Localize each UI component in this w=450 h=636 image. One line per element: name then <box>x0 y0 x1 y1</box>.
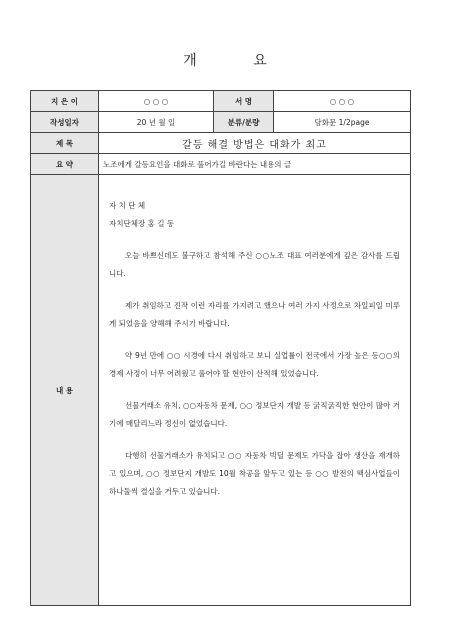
paragraph: 선물거래소 유치, ○○자동차 문제, ○○ 정보단지 개발 등 굵직굵직한 현안이 많아 거기에 매달리느라 정신이 없었습니다. <box>109 401 400 428</box>
row-summary <box>31 154 411 175</box>
row-author <box>31 91 411 112</box>
summary-form-table <box>30 90 411 606</box>
content-label: 내 용 <box>31 175 99 606</box>
name-label: 서 명 <box>214 91 274 112</box>
subject-value: 갈등 해결 방법은 대화가 최고 <box>99 133 411 154</box>
date-value: 20 년 월 일 <box>99 112 214 133</box>
greeting-line-1: 자 치 단 체 <box>109 201 146 210</box>
paragraph: 제가 취임하고 진작 이런 자리를 가지려고 했으나 여러 가지 사정으로 차일피일 미루게 되었음을 양해해 주시기 바랍니다. <box>109 301 400 328</box>
document-title: 개 요 <box>183 53 293 69</box>
paragraph: 약 9년 만에 ○○ 시경에 다시 취임하고 보니 실업률이 전국에서 가장 높은 등○○의 경제 사정이 너무 어려웠고 풀어야 할 현안이 산적해 있었습니다. <box>109 351 400 378</box>
paragraph: 다행히 선물거래소가 유치되고 ○○ 자동차 빅딜 문제도 가닥을 잡아 생산을 재개하고 있으며, ○○ 정보단지 개발도 10월 착공을 앞두고 있는 등 ○○ 발전의 핵심사업들이 하나둘씩 결실을 거두고 있습니다. <box>109 451 400 496</box>
row-content <box>31 175 411 606</box>
author-value: ○ ○ ○ <box>99 91 214 112</box>
category-label: 분류/분량 <box>214 112 274 133</box>
name-value: ○ ○ ○ <box>274 91 411 112</box>
date-label: 작성일자 <box>31 112 99 133</box>
subject-label: 제 목 <box>31 133 99 154</box>
row-subject <box>31 133 411 154</box>
row-date <box>31 112 411 133</box>
category-value: 담화문 1/2page <box>274 112 411 133</box>
summary-value: 노조에게 갈등요인을 대화로 풀어가길 바란다는 내용의 글 <box>99 154 411 175</box>
author-label: 지 은 이 <box>31 91 99 112</box>
summary-label: 요 약 <box>31 154 99 175</box>
greeting-line-2: 자치단체장 홍 길 동 <box>109 219 175 228</box>
paragraph: 오늘 바쁘신데도 불구하고 참석해 주신 ○○노조 대표 여러분에게 깊은 감사를 드립니다. <box>109 251 400 278</box>
content-body <box>99 175 411 606</box>
